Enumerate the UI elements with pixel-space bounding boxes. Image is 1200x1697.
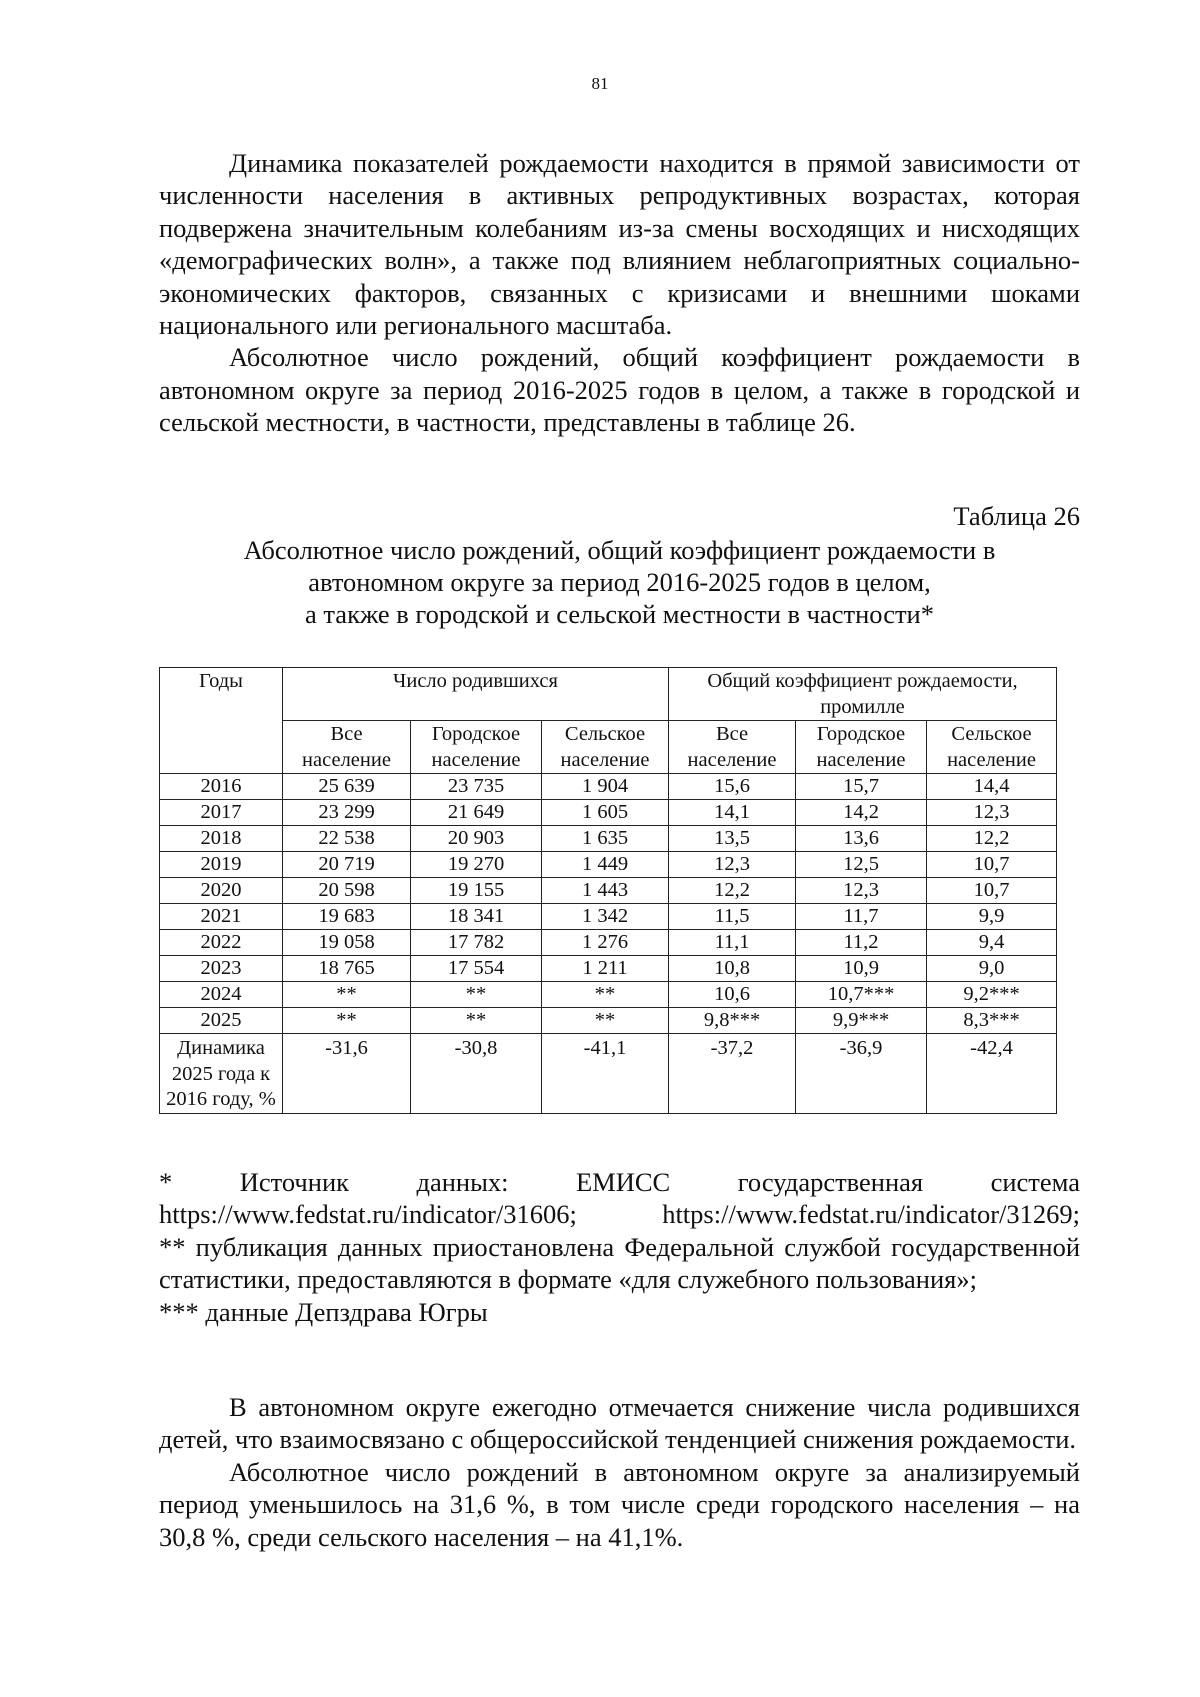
header-sub: Сельское население: [542, 721, 669, 774]
value-cell: 10,7: [927, 878, 1057, 904]
footnote: * Источник данных: ЕМИСС государственная система https://www.fedstat.ru/indicator/31606; https://www.fedstat.ru/indicator/31269;: [159, 1167, 1080, 1230]
value-cell: 14,4: [927, 774, 1057, 800]
value-cell: 17 554: [411, 956, 542, 982]
value-cell: 11,5: [669, 904, 796, 930]
table-title-line: Абсолютное число рождений, общий коэффициент рождаемости в: [243, 535, 996, 565]
year-cell: 2019: [160, 852, 283, 878]
table-body: [160, 774, 1057, 1114]
value-cell: 21 649: [411, 800, 542, 826]
value-cell: 12,3: [927, 800, 1057, 826]
value-cell: 1 635: [542, 826, 669, 852]
value-cell: 11,7: [796, 904, 927, 930]
footnote: *** данные Депздрава Югры: [159, 1296, 488, 1327]
dynamics-value: -37,2: [669, 1034, 796, 1114]
value-cell: 10,7***: [796, 982, 927, 1008]
table-row: [160, 904, 1057, 930]
value-cell: 12,5: [796, 852, 927, 878]
table-row: [160, 878, 1057, 904]
value-cell: 12,3: [796, 878, 927, 904]
closing-paragraph: Абсолютное число рождений в автономном округе за анализируемый период уменьшилось на 31,6 %, в том числе среди городского населения – на 30,8 %, среди сельского населения – на 41,1%.: [159, 1456, 1080, 1552]
value-cell: 12,3: [669, 852, 796, 878]
value-cell: 1 904: [542, 774, 669, 800]
value-cell: 1 276: [542, 930, 669, 956]
value-cell: 23 735: [411, 774, 542, 800]
table-title-line: а также в городской и сельской местности в частности*: [305, 599, 934, 629]
table-row: [160, 800, 1057, 826]
dynamics-value: -41,1: [542, 1034, 669, 1114]
value-cell: 19 270: [411, 852, 542, 878]
dynamics-label: Динамика 2025 года к 2016 году, %: [160, 1034, 283, 1114]
table-title-line: автономном округе за период 2016-2025 годов в целом,: [308, 567, 931, 597]
value-cell: 8,3***: [927, 1008, 1057, 1034]
value-cell: 13,6: [796, 826, 927, 852]
year-cell: 2025: [160, 1008, 283, 1034]
value-cell: 22 538: [283, 826, 411, 852]
year-cell: 2016: [160, 774, 283, 800]
closing-text: [159, 1391, 1080, 1553]
value-cell: 9,0: [927, 956, 1057, 982]
table-title: [159, 534, 1080, 630]
value-cell: 1 605: [542, 800, 669, 826]
header-sub: Все население: [669, 721, 796, 774]
table-row: [160, 930, 1057, 956]
value-cell: 12,2: [927, 826, 1057, 852]
value-cell: **: [283, 982, 411, 1008]
dynamics-value: -36,9: [796, 1034, 927, 1114]
year-cell: 2022: [160, 930, 283, 956]
dynamics-row: [160, 1034, 1057, 1114]
value-cell: 9,4: [927, 930, 1057, 956]
value-cell: **: [283, 1008, 411, 1034]
value-cell: 23 299: [283, 800, 411, 826]
value-cell: 10,9: [796, 956, 927, 982]
intro-text: [159, 147, 1080, 439]
value-cell: 9,8***: [669, 1008, 796, 1034]
value-cell: 9,9***: [796, 1008, 927, 1034]
births-table: [159, 667, 1057, 1114]
year-cell: 2018: [160, 826, 283, 852]
footnote: ** публикация данных приостановлена Федеральной службой государственной статистики, предоставляются в формате «для служебного пользования»;: [159, 1231, 1080, 1295]
value-cell: 14,1: [669, 800, 796, 826]
intro-paragraph: Динамика показателей рождаемости находится в прямой зависимости от численности населения в активных репродуктивных возрастах, которая подвержена значительным колебаниям из-за смены восходящих и нисходящих «демографических волн», а также под влиянием неблагоприятных социально-экономических факторов, связанных с кризисами и внешними шоками национального или регионального масштаба.: [159, 148, 1080, 341]
value-cell: 15,6: [669, 774, 796, 800]
value-cell: 25 639: [283, 774, 411, 800]
year-cell: 2021: [160, 904, 283, 930]
dynamics-value: -31,6: [283, 1034, 411, 1114]
value-cell: 14,2: [796, 800, 927, 826]
value-cell: 10,6: [669, 982, 796, 1008]
value-cell: 9,2***: [927, 982, 1057, 1008]
value-cell: 19 683: [283, 904, 411, 930]
value-cell: **: [411, 982, 542, 1008]
table-row: [160, 826, 1057, 852]
value-cell: 20 719: [283, 852, 411, 878]
footnotes: [159, 1166, 1080, 1328]
table-number: Таблица 26: [953, 501, 1080, 531]
table-row: [160, 852, 1057, 878]
value-cell: 11,2: [796, 930, 927, 956]
value-cell: 18 341: [411, 904, 542, 930]
intro-paragraph: Абсолютное число рождений, общий коэффициент рождаемости в автономном округе за период 2016-2025 годов в целом, а также в городской и сельской местности, в частности, представлены в таблице 26.: [159, 342, 1080, 438]
year-cell: 2024: [160, 982, 283, 1008]
value-cell: 11,1: [669, 930, 796, 956]
table-row: [160, 774, 1057, 800]
value-cell: **: [411, 1008, 542, 1034]
value-cell: **: [542, 982, 669, 1008]
value-cell: 15,7: [796, 774, 927, 800]
year-cell: 2017: [160, 800, 283, 826]
closing-paragraph: В автономном округе ежегодно отмечается снижение числа родившихся детей, что взаимосвязано с общероссийской тенденцией снижения рождаемости.: [159, 1392, 1080, 1455]
value-cell: 20 903: [411, 826, 542, 852]
value-cell: 9,9: [927, 904, 1057, 930]
value-cell: 10,7: [927, 852, 1057, 878]
value-cell: 19 058: [283, 930, 411, 956]
table-row: [160, 956, 1057, 982]
table-row: [160, 982, 1057, 1008]
year-cell: 2023: [160, 956, 283, 982]
value-cell: 10,8: [669, 956, 796, 982]
value-cell: 19 155: [411, 878, 542, 904]
value-cell: 1 443: [542, 878, 669, 904]
value-cell: 1 342: [542, 904, 669, 930]
value-cell: **: [542, 1008, 669, 1034]
dynamics-value: -30,8: [411, 1034, 542, 1114]
value-cell: 1 211: [542, 956, 669, 982]
page-number: 81: [591, 74, 609, 93]
value-cell: 18 765: [283, 956, 411, 982]
header-sub: Городское население: [411, 721, 542, 774]
table-row: [160, 1008, 1057, 1034]
header-sub: Городское население: [796, 721, 927, 774]
year-cell: 2020: [160, 878, 283, 904]
header-sub: Сельское население: [927, 721, 1057, 774]
value-cell: 12,2: [669, 878, 796, 904]
dynamics-value: -42,4: [927, 1034, 1057, 1114]
value-cell: 1 449: [542, 852, 669, 878]
header-rate-group: Общий коэффициент рождаемости, промилле: [669, 668, 1057, 721]
value-cell: 17 782: [411, 930, 542, 956]
value-cell: 13,5: [669, 826, 796, 852]
header-births-group: Число родившихся: [283, 668, 669, 721]
header-years: Годы: [160, 668, 283, 774]
value-cell: 20 598: [283, 878, 411, 904]
header-sub: Все население: [283, 721, 411, 774]
